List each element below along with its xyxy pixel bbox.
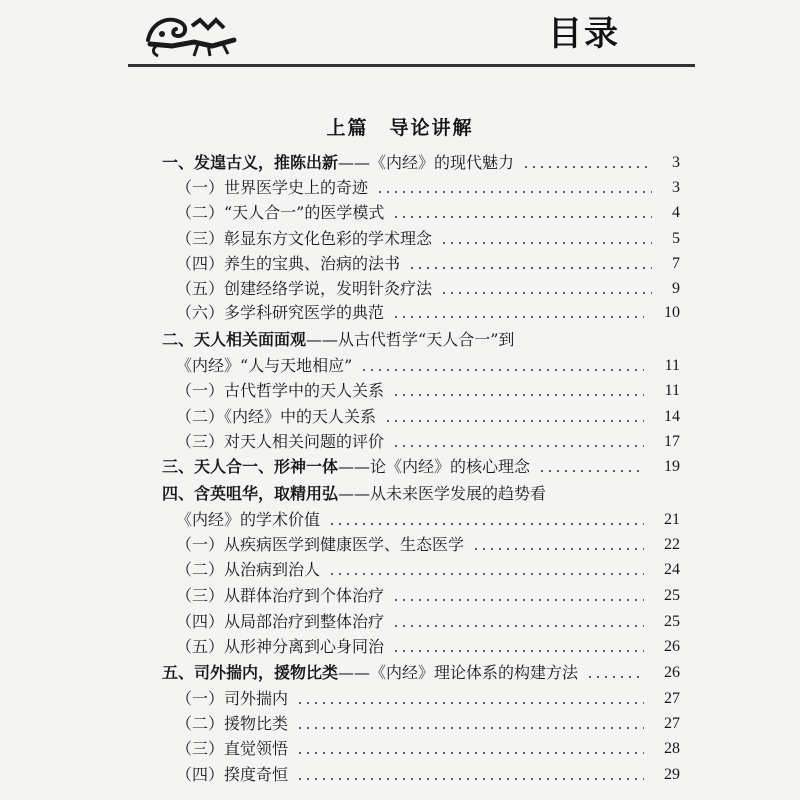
toc-entry-label xyxy=(176,228,432,250)
toc-page-number: 10 xyxy=(664,304,680,321)
toc-page-number: 26 xyxy=(664,638,680,655)
toc-entry-label xyxy=(176,302,384,324)
toc-page-number: 25 xyxy=(664,613,680,630)
toc-leader-dots xyxy=(408,267,652,269)
toc-entry-subtitle: ——《内经》的现代魅力 xyxy=(338,153,515,172)
toc-page-number: 11 xyxy=(664,382,680,399)
toc-page-number: 9 xyxy=(672,280,680,297)
toc-entry[interactable] xyxy=(0,764,800,788)
toc-page-number: 3 xyxy=(672,154,680,171)
toc-entry-title: 四、含英咀华，取精用弘 xyxy=(162,484,339,503)
toc-entry-title: 五、司外揣内，援物比类 xyxy=(162,663,339,682)
toc-leader-dots xyxy=(440,242,652,244)
toc-entry[interactable] xyxy=(0,278,800,302)
toc-entry-label xyxy=(176,253,400,275)
toc-entry[interactable] xyxy=(0,355,800,379)
toc-leader-dots xyxy=(522,166,652,168)
toc-leader-dots xyxy=(392,650,644,652)
toc-page-number: 4 xyxy=(672,204,680,221)
toc-entry-title: （二）从治病到治人 xyxy=(176,560,321,579)
toc-page-number: 27 xyxy=(664,715,680,732)
toc-entry-title: 三、天人合一、形神一体 xyxy=(162,457,339,476)
dragon-emblem-icon xyxy=(142,10,242,58)
toc-entry-title: （三）直觉领悟 xyxy=(176,739,289,758)
toc-entry-label xyxy=(162,152,514,174)
toc-entry[interactable] xyxy=(0,559,800,583)
toc-entry[interactable] xyxy=(0,406,800,430)
toc-leader-dots xyxy=(538,470,644,472)
toc-page-number: 14 xyxy=(664,408,680,425)
toc-entry-title: （四）从局部治疗到整体治疗 xyxy=(176,612,385,631)
toc-entry-title: 《内经》的学术价值 xyxy=(176,510,321,529)
toc-page-number: 5 xyxy=(672,230,680,247)
toc-entry-label xyxy=(176,509,320,531)
toc-leader-dots xyxy=(392,599,644,601)
toc-page-number: 29 xyxy=(664,766,680,783)
toc-leader-dots xyxy=(472,548,644,550)
toc-entry[interactable] xyxy=(0,329,800,353)
toc-entry-label xyxy=(162,483,546,505)
toc-entry-title: （一）司外揣内 xyxy=(176,689,289,708)
toc-entry[interactable] xyxy=(0,738,800,762)
toc-entry-label xyxy=(176,431,384,453)
toc-page-number: 24 xyxy=(664,561,680,578)
toc-entry[interactable] xyxy=(0,202,800,226)
toc-entry-title: （五）从形神分离到心身同治 xyxy=(176,637,385,656)
toc-entry-label xyxy=(176,380,384,402)
toc-page-number: 3 xyxy=(672,179,680,196)
toc-leader-dots xyxy=(296,727,644,729)
toc-leader-dots xyxy=(384,420,644,422)
toc-entry-title: 一、发遑古义，推陈出新 xyxy=(162,153,339,172)
toc-entry[interactable] xyxy=(0,380,800,404)
toc-entry-label xyxy=(176,177,368,199)
toc-entry[interactable] xyxy=(0,152,800,176)
toc-entry[interactable] xyxy=(0,456,800,480)
toc-entry[interactable] xyxy=(0,302,800,326)
toc-leader-dots xyxy=(392,394,644,396)
toc-entry-title: （二）援物比类 xyxy=(176,714,289,733)
toc-entry-title: （二）“天人合一”的医学模式 xyxy=(176,203,385,222)
toc-entry-title: （六）多学科研究医学的典范 xyxy=(176,303,385,322)
toc-entry-label xyxy=(176,355,352,377)
toc-entry-subtitle: ——论《内经》的核心理念 xyxy=(338,457,531,476)
toc-entry-label xyxy=(176,738,288,760)
toc-entry-subtitle: ——从古代哲学“天人合一”到 xyxy=(306,330,515,349)
toc-entry-title: （一）世界医学史上的奇迹 xyxy=(176,178,369,197)
toc-entry-title: （一）古代哲学中的天人关系 xyxy=(176,381,385,400)
toc-entry[interactable] xyxy=(0,509,800,533)
toc-leader-dots xyxy=(392,445,644,447)
header-divider xyxy=(128,64,695,67)
toc-entry-title: （三）对天人相关问题的评价 xyxy=(176,432,385,451)
toc-page-number: 11 xyxy=(664,357,680,374)
toc-entry-label xyxy=(176,764,288,786)
page-title: 目录 xyxy=(548,14,620,54)
toc-entry[interactable] xyxy=(0,636,800,660)
toc-leader-dots xyxy=(376,191,652,193)
toc-leader-dots xyxy=(328,523,644,525)
toc-entry-title: 《内经》“人与天地相应” xyxy=(176,356,353,375)
toc-entry-label xyxy=(176,585,384,607)
toc-page-number: 7 xyxy=(672,255,680,272)
toc-entry[interactable] xyxy=(0,611,800,635)
toc-leader-dots xyxy=(296,752,644,754)
toc-entry-label xyxy=(162,662,578,684)
toc-entry-label xyxy=(176,534,464,556)
toc-entry-title: （三）彰显东方文化色彩的学术理念 xyxy=(176,229,433,248)
toc-entry[interactable] xyxy=(0,688,800,712)
toc-entry-label xyxy=(176,559,320,581)
toc-entry-title: （三）从群体治疗到个体治疗 xyxy=(176,586,385,605)
toc-entry-label xyxy=(176,688,288,710)
toc-entry-label xyxy=(176,636,384,658)
toc-entry[interactable] xyxy=(0,483,800,507)
toc-page-number: 28 xyxy=(664,740,680,757)
toc-entry-title: （一）从疾病医学到健康医学、生态医学 xyxy=(176,535,465,554)
toc-entry-subtitle: ——《内经》理论体系的构建方法 xyxy=(338,663,579,682)
toc-page-number: 25 xyxy=(664,587,680,604)
toc-entry-label xyxy=(176,278,432,300)
section-title: 上篇 导论讲解 xyxy=(326,117,474,139)
toc-entry-subtitle: ——从未来医学发展的趋势看 xyxy=(338,484,547,503)
toc-entry-label xyxy=(162,329,514,351)
toc-page-number: 27 xyxy=(664,690,680,707)
toc-entry[interactable] xyxy=(0,431,800,455)
toc-entry[interactable] xyxy=(0,253,800,277)
toc-leader-dots xyxy=(296,778,644,780)
toc-entry-label xyxy=(176,406,376,428)
toc-leader-dots xyxy=(586,676,644,678)
toc-leader-dots xyxy=(296,702,644,704)
toc-entry-title: （五）创建经络学说，发明针灸疗法 xyxy=(176,279,433,298)
toc-entry-title: （四）揆度奇恒 xyxy=(176,765,289,784)
toc-leader-dots xyxy=(440,292,652,294)
toc-entry-label xyxy=(162,456,530,478)
toc-entry[interactable] xyxy=(0,713,800,737)
toc-page-number: 22 xyxy=(664,536,680,553)
toc-entry[interactable] xyxy=(0,662,800,686)
toc-leader-dots xyxy=(392,316,644,318)
toc-entry[interactable] xyxy=(0,228,800,252)
toc-leader-dots xyxy=(328,573,644,575)
toc-page-number: 21 xyxy=(664,511,680,528)
toc-entry-label xyxy=(176,202,384,224)
toc-entry-label xyxy=(176,713,288,735)
toc-leader-dots xyxy=(392,625,644,627)
toc-entry[interactable] xyxy=(0,585,800,609)
toc-leader-dots xyxy=(392,216,652,218)
toc-entry-label xyxy=(176,611,384,633)
toc-entry-title: （四）养生的宝典、治病的法书 xyxy=(176,254,401,273)
toc-entry-title: （二）《内经》中的天人关系 xyxy=(176,407,377,426)
toc-page-number: 26 xyxy=(664,664,680,681)
toc-entry[interactable] xyxy=(0,534,800,558)
toc-page-number: 17 xyxy=(664,433,680,450)
toc-entry[interactable] xyxy=(0,177,800,201)
toc-entry-title: 二、天人相关面面观 xyxy=(162,330,307,349)
toc-leader-dots xyxy=(360,369,644,371)
toc-page-number: 19 xyxy=(664,458,680,475)
